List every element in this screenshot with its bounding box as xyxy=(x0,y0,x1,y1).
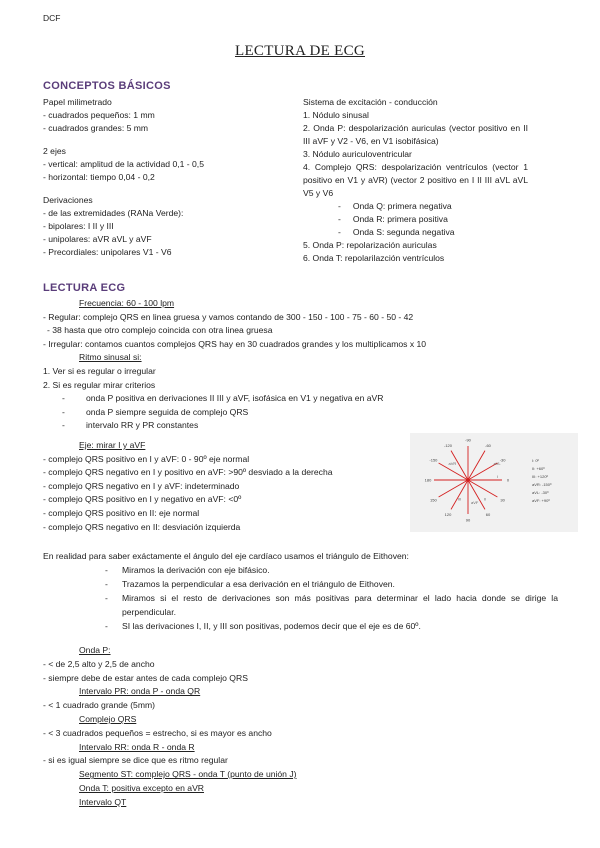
conceptos-right-column xyxy=(303,96,528,265)
text-line: 3. Nódulo auriculoventricular xyxy=(303,149,412,159)
text-line: - complejo QRS negativo en I y positivo en aVF: >90º desviado a la derecha xyxy=(43,467,333,478)
axis-label: 0 xyxy=(506,477,510,483)
text-line: En realidad para saber exáctamente el ángulo del eje cardíaco usamos el triángulo de Eithoven: xyxy=(43,551,409,561)
lead-label: III xyxy=(458,496,462,502)
text-line: - complejo QRS negativo en I y aVF: indeterminado xyxy=(43,480,240,491)
subheading-ritmo: Ritmo sinusal si: xyxy=(79,352,142,363)
legend-entry: III: +120º xyxy=(532,474,549,479)
text-line: - Precordiales: unipolares V1 - V6 xyxy=(43,247,172,257)
text-line: - bipolares: I II y III xyxy=(43,221,114,231)
axis-label: 180 xyxy=(424,477,432,483)
subheading-frecuencia: Frecuencia: 60 - 100 lpm xyxy=(79,298,175,308)
text-line: 4. Complejo QRS: despolarización ventrículos (vector 1 positivo en V1 y aVR) (vector 2 positivo en I II III aVL aVL V5 y V6 xyxy=(303,162,528,198)
subheading-intervalo-rr: Intervalo RR: onda R - onda R xyxy=(79,741,195,752)
subheading-onda-t: Onda T: positiva excepto en aVR xyxy=(79,782,205,793)
text-line: - unipolares: aVR aVL y aVF xyxy=(43,234,152,244)
lead-label: aVL xyxy=(493,461,501,466)
text-span: Onda R: primera positiva xyxy=(352,214,448,224)
text-line: - Onda S: segunda negativa xyxy=(338,227,455,237)
text-line: - 38 hasta que otro complejo coincida con otra linea gruesa xyxy=(47,325,273,336)
text-line: - complejo QRS negativo en II: desviación izquierda xyxy=(43,521,241,532)
axis-label: 30 xyxy=(500,497,505,503)
text-line: - Irregular: contamos cuantos complejos QRS hay en 30 cuadrados grandes y los multiplicamos x 10 xyxy=(43,338,427,349)
axes-lines xyxy=(434,446,502,514)
text-line: - Miramos la derivación con eje bifásico. xyxy=(43,563,558,577)
text-line: - intervalo RR y PR constantes xyxy=(43,419,558,433)
text-line: - siempre debe de estar antes de cada complejo QRS xyxy=(43,672,248,683)
legend-entry: II: +60º xyxy=(532,466,545,471)
ondas-section xyxy=(43,644,558,810)
subheading-intervalo-qt: Intervalo QT xyxy=(79,796,127,807)
text-line: - vertical: amplitud de la actividad 0,1 - 0,5 xyxy=(43,159,204,169)
legend-entry: I: 0º xyxy=(532,458,540,463)
lead-label: aVR xyxy=(448,461,457,466)
text-line: - cuadrados pequeños: 1 mm xyxy=(43,110,155,120)
subheading-complejo-qrs: Complejo QRS xyxy=(79,713,137,724)
lead-label: I xyxy=(497,474,499,479)
text-line: - onda P positiva en derivaciones II III y aVF, isofásica en V1 y negativa en aVR xyxy=(43,392,558,406)
text-line: - si es igual siempre se dice que es ritmo regular xyxy=(43,755,228,766)
text-line: 2. Si es regular mirar criterios xyxy=(43,379,156,390)
axis-label: 90 xyxy=(465,517,471,523)
axes-legend xyxy=(532,458,552,503)
subheading-eje: Eje: mirar I y aVF xyxy=(79,439,146,450)
text-line: Papel milimetrado xyxy=(43,97,112,107)
section-heading-lectura: LECTURA ECG xyxy=(43,282,126,294)
text-line: - complejo QRS positivo en I y negativo en aVF: <0º xyxy=(43,494,242,505)
text-line: - horizontal: tiempo 0,04 - 0,2 xyxy=(43,172,155,182)
text-line: 2. Onda P: despolarización auriculas (vector positivo en II III aVF y V2 - V6, en V1 isobifásica) xyxy=(303,123,528,146)
text-line: - onda P siempre seguida de complejo QRS xyxy=(43,406,558,420)
text-line: 1. Nódulo sinusal xyxy=(303,110,369,120)
section-heading-conceptos: CONCEPTOS BÁSICOS xyxy=(43,80,171,92)
axis-label: -60 xyxy=(485,442,491,448)
text-line: Sistema de excitación - conducción xyxy=(303,97,438,107)
text-line: Derivaciones xyxy=(43,195,93,205)
text-line: - Miramos si el resto de derivaciones son más positivas para determinar el lado hacia donde se dirige la perpendicular. xyxy=(43,591,558,619)
legend-entry: aVL: -30º xyxy=(532,490,549,495)
legend-entry: aVR: -150º xyxy=(532,482,552,487)
text-line: - cuadrados grandes: 5 mm xyxy=(43,123,149,133)
text-line: 2 ejes xyxy=(43,146,66,156)
text-line: - Regular: complejo QRS en linea gruesa y vamos contando de 300 - 150 - 100 - 75 - 60 - 50 - 42 xyxy=(43,311,414,322)
text-line: - de las extremidades (RANa Verde): xyxy=(43,208,184,218)
axis-label: -120 xyxy=(443,442,453,448)
subheading-intervalo-pr: Intervalo PR: onda P - onda QR xyxy=(79,686,201,697)
text-line: 6. Onda T: repolarilazción ventrículos xyxy=(303,253,445,263)
text-line: - complejo QRS positivo en II: eje normal xyxy=(43,507,200,518)
text-span: Onda S: segunda negativa xyxy=(352,227,455,237)
text-line: - < 1 cuadrado grande (5mm) xyxy=(43,700,156,711)
lead-label: II xyxy=(484,496,487,502)
text-span: Onda Q: primera negativa xyxy=(352,201,452,211)
legend-entry: aVF: +90º xyxy=(532,498,550,503)
text-line: - Trazamos la perpendicular a esa derivación en el triángulo de Eithoven. xyxy=(43,577,558,591)
axis-label: 150 xyxy=(430,497,437,503)
text-line: - < de 2,5 alto y 2,5 de ancho xyxy=(43,658,155,669)
text-line: - complejo QRS positivo en I y aVF: 0 - 90º eje normal xyxy=(43,453,250,464)
axis-label: 120 xyxy=(444,512,452,518)
hexaxial-svg xyxy=(410,433,578,532)
text-line: - < 3 cuadrados pequeños = estrecho, si es mayor es ancho xyxy=(43,727,272,738)
eithoven-section xyxy=(43,549,558,633)
text-line: - SI las derivaciones I, II, y III son positivas, podemos decir que el eje es de 60º. xyxy=(43,619,558,633)
text-line: - Onda R: primera positiva xyxy=(338,214,448,224)
text-line: - Onda Q: primera negativa xyxy=(338,201,452,211)
axis-label: 60 xyxy=(485,512,491,518)
subheading-segmento-st: Segmento ST: complejo QRS - onda T (punto de unión J) xyxy=(79,769,297,780)
axis-label: -150 xyxy=(429,457,438,463)
lead-label: aVF xyxy=(471,500,479,505)
axis-label: -90 xyxy=(465,437,471,443)
page-title: LECTURA DE ECG xyxy=(234,43,366,59)
axis-center xyxy=(467,479,470,482)
axis-label: -30 xyxy=(499,457,506,463)
text-line: 5. Onda P: repolarización auriculas xyxy=(303,240,437,250)
hexaxial-diagram xyxy=(410,433,578,532)
document-tag: DCF xyxy=(43,13,61,23)
subheading-onda-p: Onda P: xyxy=(79,645,111,655)
text-line: 1. Ver si es regular o irregular xyxy=(43,365,156,376)
conceptos-left-column xyxy=(43,96,293,259)
